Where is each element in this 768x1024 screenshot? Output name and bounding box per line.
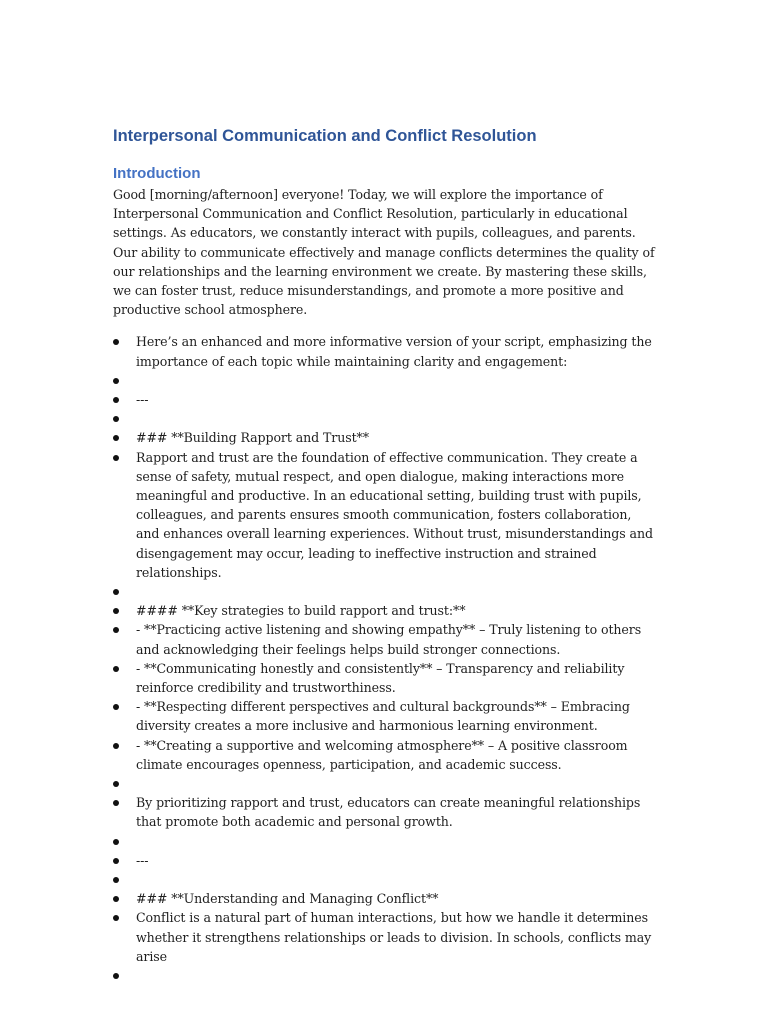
- document-body: [113, 124, 655, 985]
- list-item-text: ### **Building Rapport and Trust**: [136, 430, 369, 446]
- bullet-icon: [113, 800, 119, 806]
- list-item: [113, 428, 655, 447]
- bullet-icon: [113, 915, 119, 921]
- bullet-icon: [113, 378, 119, 384]
- document-title: Interpersonal Communication and Conflict Resolution: [113, 127, 537, 145]
- bullet-icon: [113, 455, 119, 461]
- list-item-text: Here’s an enhanced and more informative version of your script, emphasizing the importance of each topic while maintaining clarity and engagement:: [136, 334, 652, 369]
- list-item: [113, 832, 655, 851]
- list-item: [113, 332, 655, 370]
- bullet-icon: [113, 877, 119, 883]
- list-item: [113, 966, 655, 985]
- list-item: [113, 851, 655, 870]
- list-item: [113, 659, 655, 697]
- list-item-text: ---: [136, 392, 149, 408]
- list-item-text: #### **Key strategies to build rapport and trust:**: [136, 603, 466, 619]
- list-item: [113, 889, 655, 908]
- bullet-icon: [113, 704, 119, 710]
- list-item: [113, 736, 655, 774]
- introduction-paragraph: Good [morning/afternoon] everyone! Today, we will explore the importance of Interpersonal Communication and Conflict Resolution, particularly in educational settings. As educators, we constantly interact with pupils, colleagues, and parents. Our ability to communicate effectively and manage conflicts determines the quality of our relationships and the learning environment we create. By mastering these skills, we can foster trust, reduce misunderstandings, and promote a more positive and productive school atmosphere.: [113, 187, 655, 318]
- list-item-text: Rapport and trust are the foundation of effective communication. They create a sense of safety, mutual respect, and open dialogue, making interactions more meaningful and productive. In an educational setting, building trust with pupils, colleagues, and parents ensures smooth communication, fosters collaboration, and enhances overall learning experiences. Without trust, misunderstandings and disengagement may occur, leading to ineffective instruction and strained relationships.: [136, 449, 653, 580]
- list-item: [113, 793, 655, 831]
- bullet-icon: [113, 666, 119, 672]
- bullet-icon: [113, 397, 119, 403]
- list-item: [113, 908, 655, 966]
- list-item-text: - **Communicating honestly and consistently** – Transparency and reliability reinforce credibility and trustworthiness.: [136, 660, 625, 696]
- bullet-icon: [113, 627, 119, 633]
- bullet-icon: [113, 339, 119, 345]
- bullet-list: [113, 332, 655, 985]
- bullet-icon: [113, 781, 119, 787]
- list-item-text: Conflict is a natural part of human interactions, but how we handle it determines whether it strengthens relationships or leads to division. In schools, conflicts may arise: [136, 910, 652, 964]
- list-item-text: By prioritizing rapport and trust, educators can create meaningful relationships that promote both academic and personal growth.: [136, 795, 641, 830]
- bullet-icon: [113, 608, 119, 614]
- list-item: [113, 582, 655, 601]
- list-item: [113, 697, 655, 735]
- bullet-icon: [113, 973, 119, 979]
- list-item: [113, 620, 655, 658]
- list-item: [113, 774, 655, 793]
- bullet-icon: [113, 896, 119, 902]
- bullet-icon: [113, 858, 119, 864]
- list-item: [113, 601, 655, 620]
- list-item-text: - **Respecting different perspectives and cultural backgrounds** – Embracing diversity creates a more inclusive and harmonious learning environment.: [136, 699, 630, 734]
- list-item-text: ### **Understanding and Managing Conflict**: [136, 891, 439, 907]
- introduction-heading: Introduction: [113, 165, 201, 182]
- list-item-text: - **Creating a supportive and welcoming atmosphere** – A positive classroom climate encourages openness, participation, and academic success.: [136, 737, 628, 772]
- bullet-icon: [113, 589, 119, 595]
- list-item: [113, 870, 655, 889]
- list-item-text: ---: [136, 852, 149, 868]
- list-item-text: - **Practicing active listening and showing empathy** – Truly listening to others and acknowledging their feelings helps build stronger connections.: [136, 622, 642, 657]
- list-item: [113, 390, 655, 409]
- bullet-icon: [113, 743, 119, 749]
- bullet-icon: [113, 839, 119, 845]
- bullet-icon: [113, 416, 119, 422]
- list-item: [113, 371, 655, 390]
- list-item: [113, 409, 655, 428]
- list-item: [113, 448, 655, 582]
- bullet-icon: [113, 435, 119, 441]
